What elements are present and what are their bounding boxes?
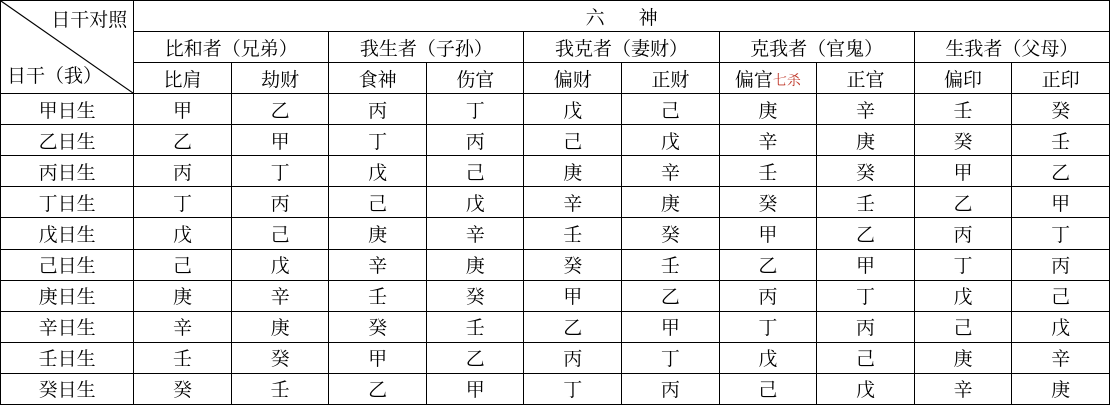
table-cell: 丁 [817, 280, 915, 311]
table-cell: 丙 [914, 218, 1012, 249]
table-cell: 壬 [719, 156, 817, 187]
table-cell: 壬 [426, 311, 524, 342]
table-cell: 癸 [719, 187, 817, 218]
row-label: 己日生 [1, 249, 134, 280]
table-cell: 乙 [524, 311, 622, 342]
table-cell: 己 [231, 218, 329, 249]
table-cell: 甲 [426, 373, 524, 404]
table-cell: 庚 [231, 311, 329, 342]
table-row [1, 187, 1110, 218]
table-cell: 乙 [622, 280, 720, 311]
table-cell: 壬 [817, 187, 915, 218]
table-cell: 壬 [914, 94, 1012, 125]
table-cell: 庚 [524, 156, 622, 187]
table-cell: 乙 [426, 342, 524, 373]
table-cell: 甲 [817, 249, 915, 280]
corner-header-cell [1, 1, 134, 94]
table-cell: 乙 [231, 94, 329, 125]
table-cell: 辛 [1012, 342, 1110, 373]
row-label: 壬日生 [1, 342, 134, 373]
table-row [1, 218, 1110, 249]
main-header-six-gods: 六 神 [134, 1, 1110, 32]
group-header-shengwo: 生我者（父母） [914, 32, 1109, 63]
sub-header-zhengcai: 正财 [622, 63, 720, 94]
table-row [1, 280, 1110, 311]
table-cell: 癸 [426, 280, 524, 311]
table-cell: 癸 [1012, 94, 1110, 125]
table-row [1, 373, 1110, 404]
table-cell: 庚 [134, 280, 232, 311]
sub-header-pianguan-label: 偏官 [734, 68, 773, 91]
table-cell: 甲 [914, 156, 1012, 187]
sub-header-shishen: 食神 [329, 63, 427, 94]
table-cell: 戊 [426, 187, 524, 218]
corner-inner [1, 1, 133, 93]
table-row [1, 342, 1110, 373]
table-cell: 己 [719, 373, 817, 404]
table-cell: 辛 [426, 218, 524, 249]
table-cell: 丁 [134, 187, 232, 218]
table-cell: 乙 [914, 187, 1012, 218]
table-cell: 辛 [622, 156, 720, 187]
row-label: 戊日生 [1, 218, 134, 249]
group-header-bihe: 比和者（兄弟） [134, 32, 329, 63]
sub-header-piancai: 偏财 [524, 63, 622, 94]
table-cell: 己 [524, 125, 622, 156]
table-row [1, 311, 1110, 342]
row-label: 庚日生 [1, 280, 134, 311]
table-cell: 戊 [622, 125, 720, 156]
table-cell: 癸 [134, 373, 232, 404]
table-cell: 丁 [622, 342, 720, 373]
corner-top-label: 日干对照 [51, 9, 128, 31]
table-cell: 庚 [1012, 373, 1110, 404]
table-cell: 丙 [817, 311, 915, 342]
table-cell: 庚 [914, 342, 1012, 373]
table-cell: 丁 [231, 156, 329, 187]
table-cell: 庚 [329, 218, 427, 249]
table-cell: 乙 [1012, 156, 1110, 187]
table-cell: 戊 [524, 94, 622, 125]
table-cell: 己 [817, 342, 915, 373]
header-row-subs [1, 63, 1110, 94]
sub-header-pianyin: 偏印 [914, 63, 1012, 94]
table-cell: 壬 [329, 280, 427, 311]
table-cell: 己 [622, 94, 720, 125]
table-cell: 甲 [622, 311, 720, 342]
table-cell: 庚 [719, 94, 817, 125]
table-cell: 己 [426, 156, 524, 187]
table-cell: 丁 [1012, 218, 1110, 249]
header-row-groups [1, 32, 1110, 63]
table-cell: 丙 [426, 125, 524, 156]
table-row [1, 125, 1110, 156]
table-cell: 癸 [817, 156, 915, 187]
table-cell: 丙 [134, 156, 232, 187]
table-cell: 甲 [1012, 187, 1110, 218]
row-label: 辛日生 [1, 311, 134, 342]
table-cell: 癸 [524, 249, 622, 280]
sub-header-bijian: 比肩 [134, 63, 232, 94]
table-cell: 丙 [719, 280, 817, 311]
table-cell: 甲 [524, 280, 622, 311]
table-cell: 壬 [1012, 125, 1110, 156]
table-cell: 戊 [719, 342, 817, 373]
table-cell: 丙 [231, 187, 329, 218]
table-cell: 丙 [1012, 249, 1110, 280]
table-cell: 壬 [134, 342, 232, 373]
table-cell: 辛 [231, 280, 329, 311]
table-cell: 己 [914, 311, 1012, 342]
group-header-wosheng: 我生者（子孙） [329, 32, 524, 63]
table-cell: 癸 [231, 342, 329, 373]
sub-header-zhengguan: 正官 [817, 63, 915, 94]
table-row [1, 249, 1110, 280]
group-header-woke: 我克者（妻财） [524, 32, 719, 63]
table-cell: 戊 [134, 218, 232, 249]
sub-header-zhengyin: 正印 [1012, 63, 1110, 94]
table-cell: 甲 [134, 94, 232, 125]
table-cell: 辛 [134, 311, 232, 342]
table-cell: 己 [329, 187, 427, 218]
table-cell: 壬 [231, 373, 329, 404]
qisha-annotation: 七杀 [772, 72, 801, 89]
table-cell: 丁 [426, 94, 524, 125]
sub-header-pianguan [719, 63, 817, 94]
sub-header-jiecai: 劫财 [231, 63, 329, 94]
row-label: 癸日生 [1, 373, 134, 404]
table-cell: 戊 [231, 249, 329, 280]
table-cell: 庚 [622, 187, 720, 218]
table-row [1, 156, 1110, 187]
table-cell: 乙 [134, 125, 232, 156]
table-cell: 己 [1012, 280, 1110, 311]
table-cell: 丙 [329, 94, 427, 125]
table-cell: 壬 [524, 218, 622, 249]
table-cell: 癸 [914, 125, 1012, 156]
group-header-kewo: 克我者（官鬼） [719, 32, 914, 63]
table-row [1, 94, 1110, 125]
table-cell: 己 [134, 249, 232, 280]
table-cell: 丙 [622, 373, 720, 404]
row-label: 乙日生 [1, 125, 134, 156]
table-cell: 丁 [524, 373, 622, 404]
row-label: 丙日生 [1, 156, 134, 187]
table-cell: 丁 [914, 249, 1012, 280]
table-cell: 甲 [719, 218, 817, 249]
row-label: 甲日生 [1, 94, 134, 125]
table-cell: 癸 [329, 311, 427, 342]
table-cell: 庚 [817, 125, 915, 156]
table-cell: 戊 [329, 156, 427, 187]
table-cell: 丙 [524, 342, 622, 373]
table-cell: 丁 [329, 125, 427, 156]
table-cell: 丁 [719, 311, 817, 342]
table-cell: 甲 [231, 125, 329, 156]
table-cell: 壬 [622, 249, 720, 280]
table-cell: 戊 [817, 373, 915, 404]
table-cell: 甲 [329, 342, 427, 373]
table-cell: 辛 [817, 94, 915, 125]
table-cell: 辛 [524, 187, 622, 218]
corner-bottom-label: 日干（我） [7, 65, 103, 88]
table-cell: 辛 [719, 125, 817, 156]
table-cell: 庚 [426, 249, 524, 280]
table-cell: 辛 [914, 373, 1012, 404]
table-cell: 辛 [329, 249, 427, 280]
row-label: 丁日生 [1, 187, 134, 218]
table-cell: 戊 [914, 280, 1012, 311]
table-cell: 乙 [329, 373, 427, 404]
table-cell: 乙 [719, 249, 817, 280]
table-cell: 戊 [1012, 311, 1110, 342]
table-cell: 乙 [817, 218, 915, 249]
table-cell: 癸 [622, 218, 720, 249]
sub-header-shangguan: 伤官 [426, 63, 524, 94]
header-row-main [1, 1, 1110, 32]
